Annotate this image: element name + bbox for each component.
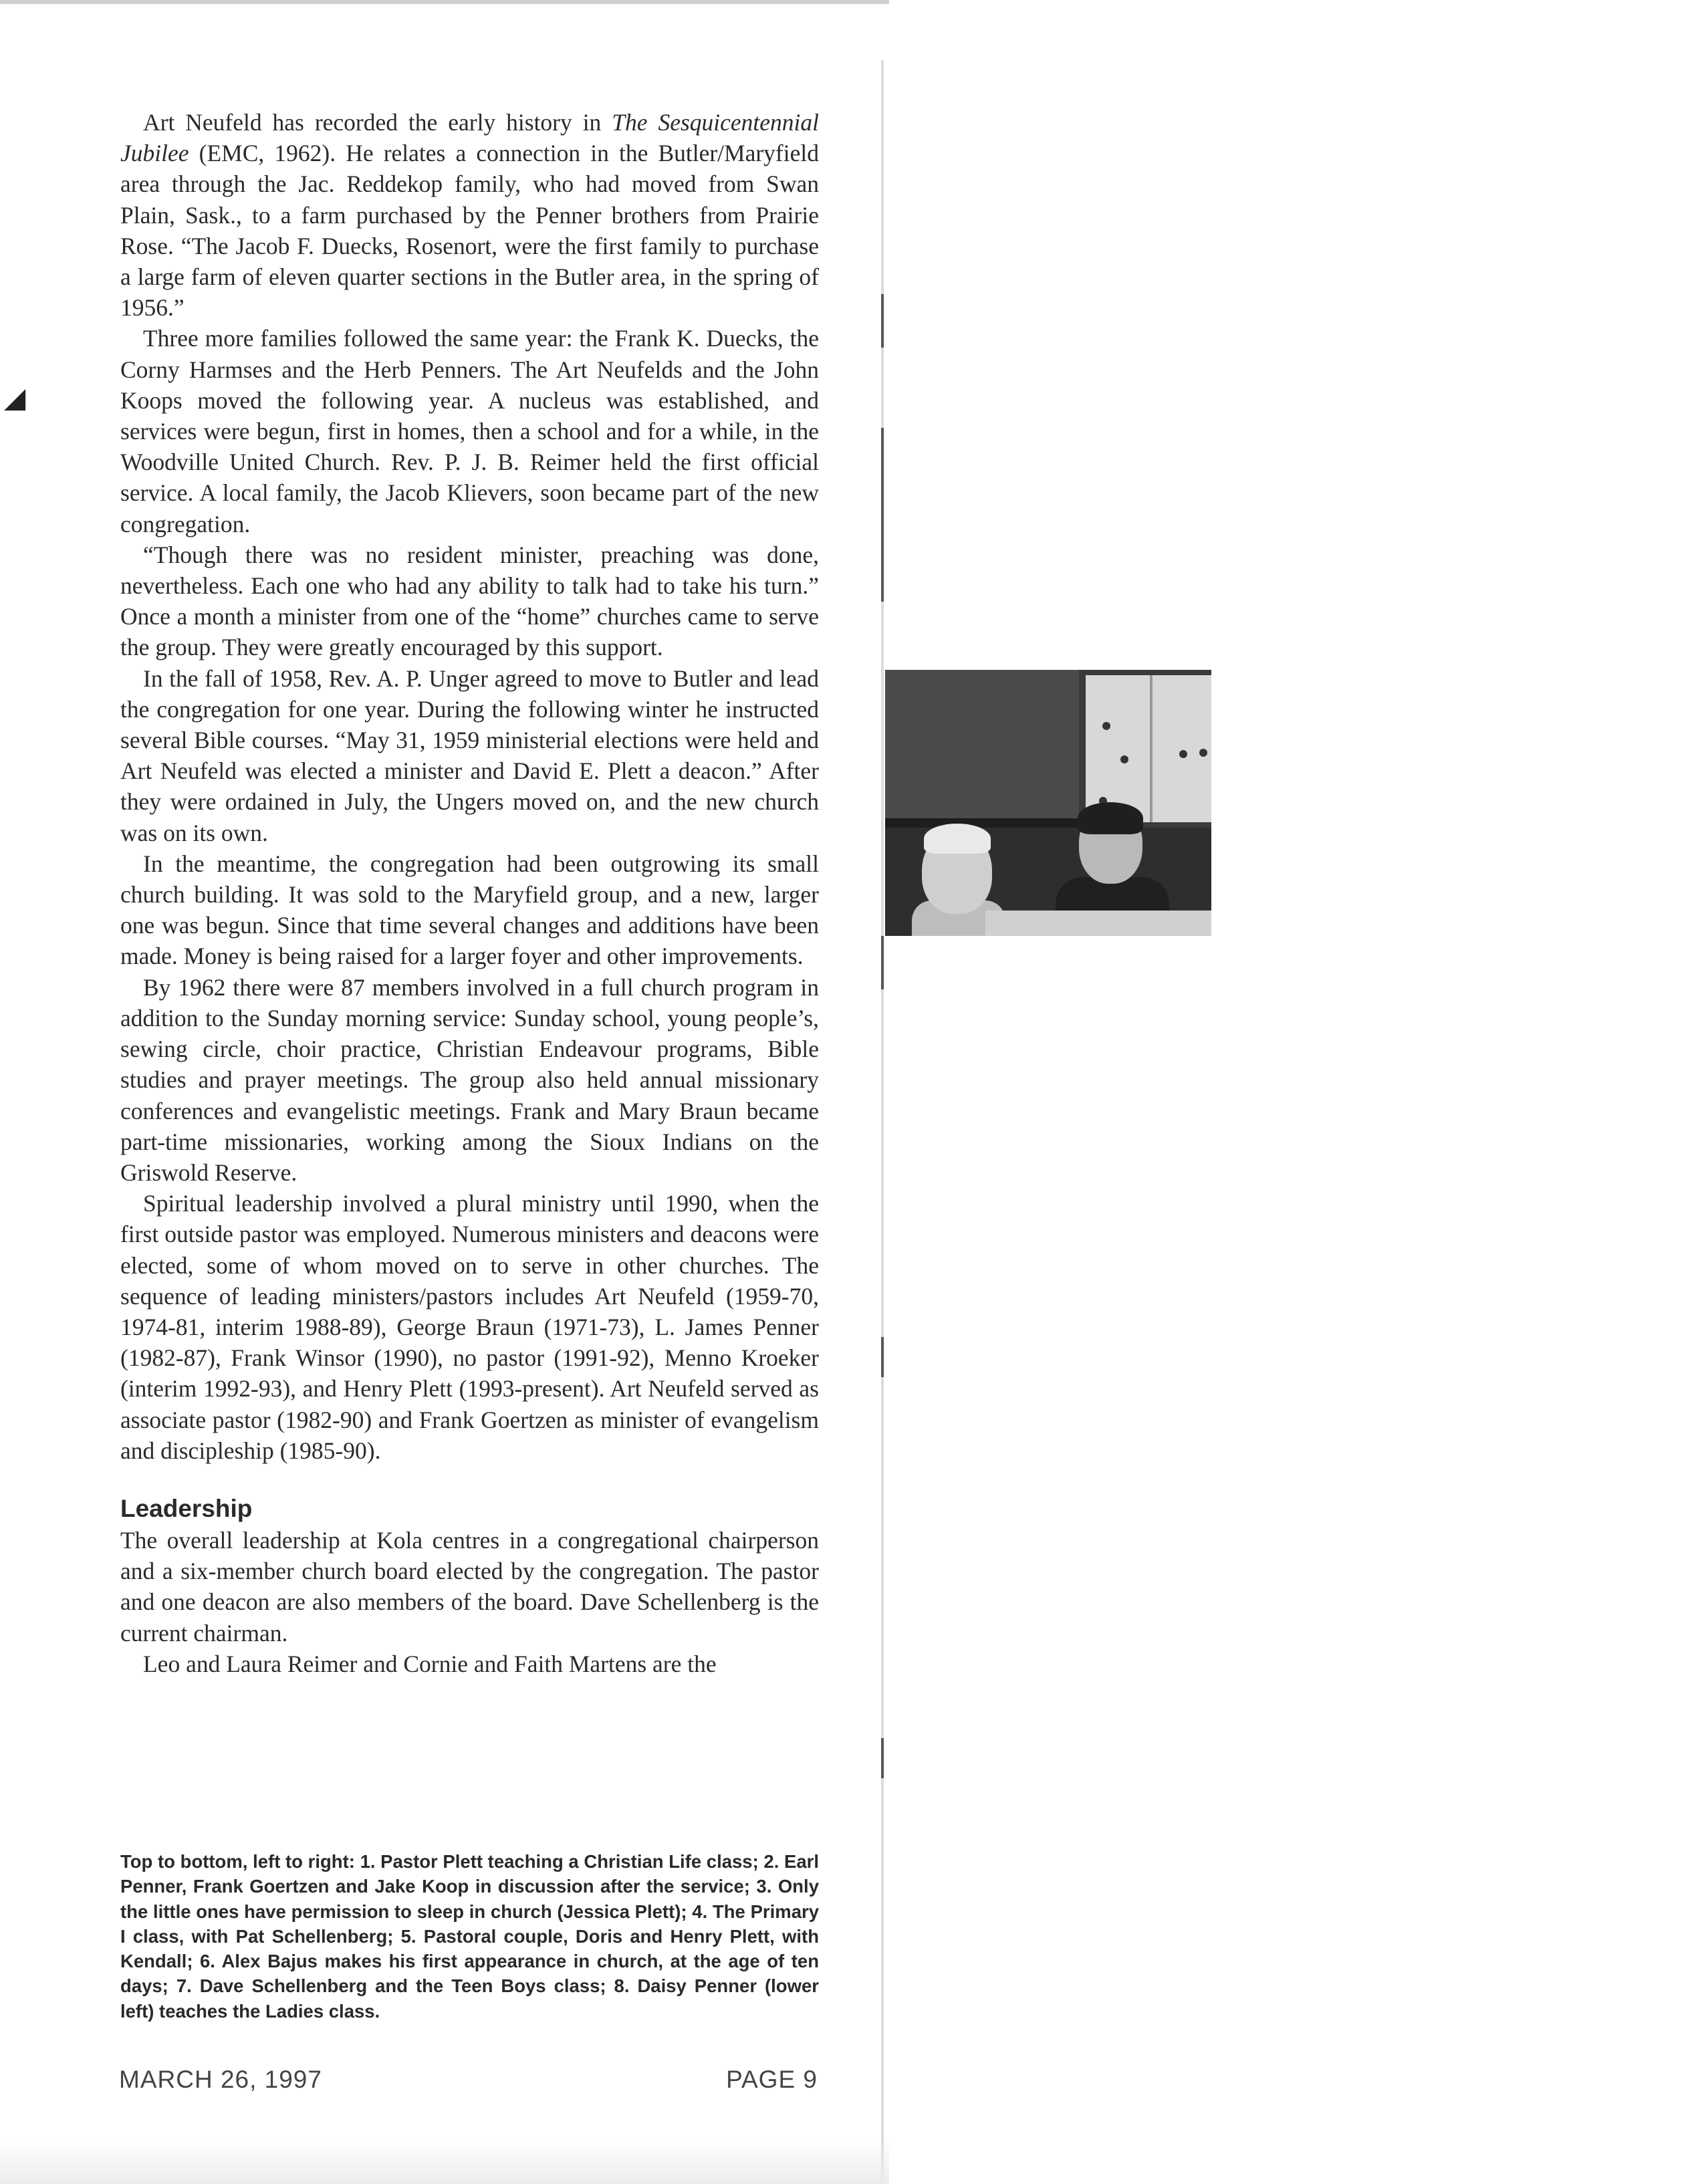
scan-top-edge [0,0,889,4]
article-paragraph: In the fall of 1958, Rev. A. P. Unger agreed to move to Butler and lead the congregation for one year. During the following winter he instructed several Bible courses. “May 31, 1959 ministerial elections were held and Art Neufeld was elected a minister and David E. Plett a deacon.” After they were ordained in July, the Ungers moved on, and the new church was on its own. [120,664,819,846]
article-paragraph: Art Neufeld has recorded the early history in The Sesquicentennial Jubilee (EMC, 1962). He relates a connection in the Butler/Maryfield area through the Jac. Reddekop family, who had moved from Swan Plain, Sask., to a farm purchased by the Penner brothers from Prairie Rose. “The Jacob F. Duecks, Rosenort, were the first family to purchase a large farm of eleven quarter sections in the Butler area, in the spring of 1956.” [120,109,820,322]
pinned-paper [1199,749,1207,757]
margin-arrow-icon: ◢ [4,381,26,414]
issue-date: MARCH 26, 1997 [119,2066,322,2093]
child-blond-hair [924,824,991,854]
article-paragraph: Three more families followed the same year: the Frank K. Duecks, the Corny Harmses and the Herb Penners. The Art Neufelds and the John Koops moved the following year. A nucleus was established, and services were begun, first in homes, then a school and for a while, in the Woodville United Church. Rev. P. J. B. Reimer held the first official service. A local family, the Jacob Klievers, soon became part of the new congregation. [120,325,819,537]
chalkboard-ledge [885,818,1086,828]
article-paragraph: “Though there was no resident minister, preaching was done, nevertheless. Each one who had any ability to talk had to take his turn.” Once a month a minister from one of the “home” churches came to serve the group. They were greatly encouraged by this support. [120,541,819,661]
chalkboard [885,670,1079,824]
fold-mark [881,1738,884,1778]
page-fold-line [881,60,884,2184]
article-paragraph: Leo and Laura Reimer and Cornie and Faith Martens are the [143,1650,717,1677]
pinned-paper [1120,755,1128,763]
fold-mark [881,936,884,989]
article-paragraph: By 1962 there were 87 members involved in a full church program in addition to the Sunday morning service: Sunday school, young people’s, sewing circle, choir practice, Christian Endeavour programs, Bible studies and prayer meetings. The group also held annual missionary conferences and evangelistic meetings. Frank and Mary Braun became part-time missionaries, working among the Sioux Indians on the Griswold Reserve. [120,973,819,1186]
book-title: The Sesquicentennial Jubilee [120,109,820,167]
pinned-paper [1102,722,1110,730]
section-heading: Leadership [120,1494,253,1522]
scan-bottom-edge [0,2139,889,2184]
table-edge [985,911,1211,936]
article-paragraph: In the meantime, the congregation had been outgrowing its small church building. It was sold to the Maryfield group, and a new, larger one was begun. Since that time several changes and additions have been made. Money is being raised for a larger foyer and other improvements. [120,850,819,970]
fold-mark [881,428,884,602]
page-number: PAGE 9 [726,2066,818,2093]
pinned-paper [1179,750,1187,758]
article-body [120,107,819,1679]
article-paragraph: The overall leadership at Kola centres in a congregational chairperson and a six-member church board elected by the congregation. The pastor and one deacon are also members of the board. Dave Schellenberg is the current chairman. [120,1526,819,1647]
bulletin-board-divider [1150,675,1153,822]
photo-caption: Top to bottom, left to right: 1. Pastor Plett teaching a Christian Life class; 2. Earl Penner, Frank Goertzen and Jake Koop in discussion after the service; 3. Only the little ones have permission to sleep in church (Jessica Plett); 4. The Primary I class, with Pat Schellenberg; 5. Pastoral couple, Doris and Henry Plett, with Kendall; 6. Alex Bajus makes his first appearance in church, at the age of ten days; 7. Dave Schellenberg and the Teen Boys class; 8. Daisy Penner (lower left) teaches the Ladies class. [120,1851,819,2022]
fold-mark [881,294,884,348]
child-dark-hair [1078,802,1143,834]
article-paragraph: Spiritual leadership involved a plural ministry until 1990, when the first outside pastor was employed. Numerous ministers and deacons were elected, some of whom moved on to serve in other churches. The sequence of leading ministers/pastors includes Art Neufeld (1959-70, 1974-81, interim 1988-89), George Braun (1971-73), L. James Penner (1982-87), Frank Winsor (1990), no pastor (1991-92), Menno Kroeker (interim 1992-93), and Henry Plett (1993-present). Art Neufeld served as associate pastor (1982-90) and Frank Goertzen as minister of evangelism and discipleship (1985-90). [120,1190,819,1464]
classroom-photo [885,670,1211,936]
fold-mark [881,1337,884,1377]
